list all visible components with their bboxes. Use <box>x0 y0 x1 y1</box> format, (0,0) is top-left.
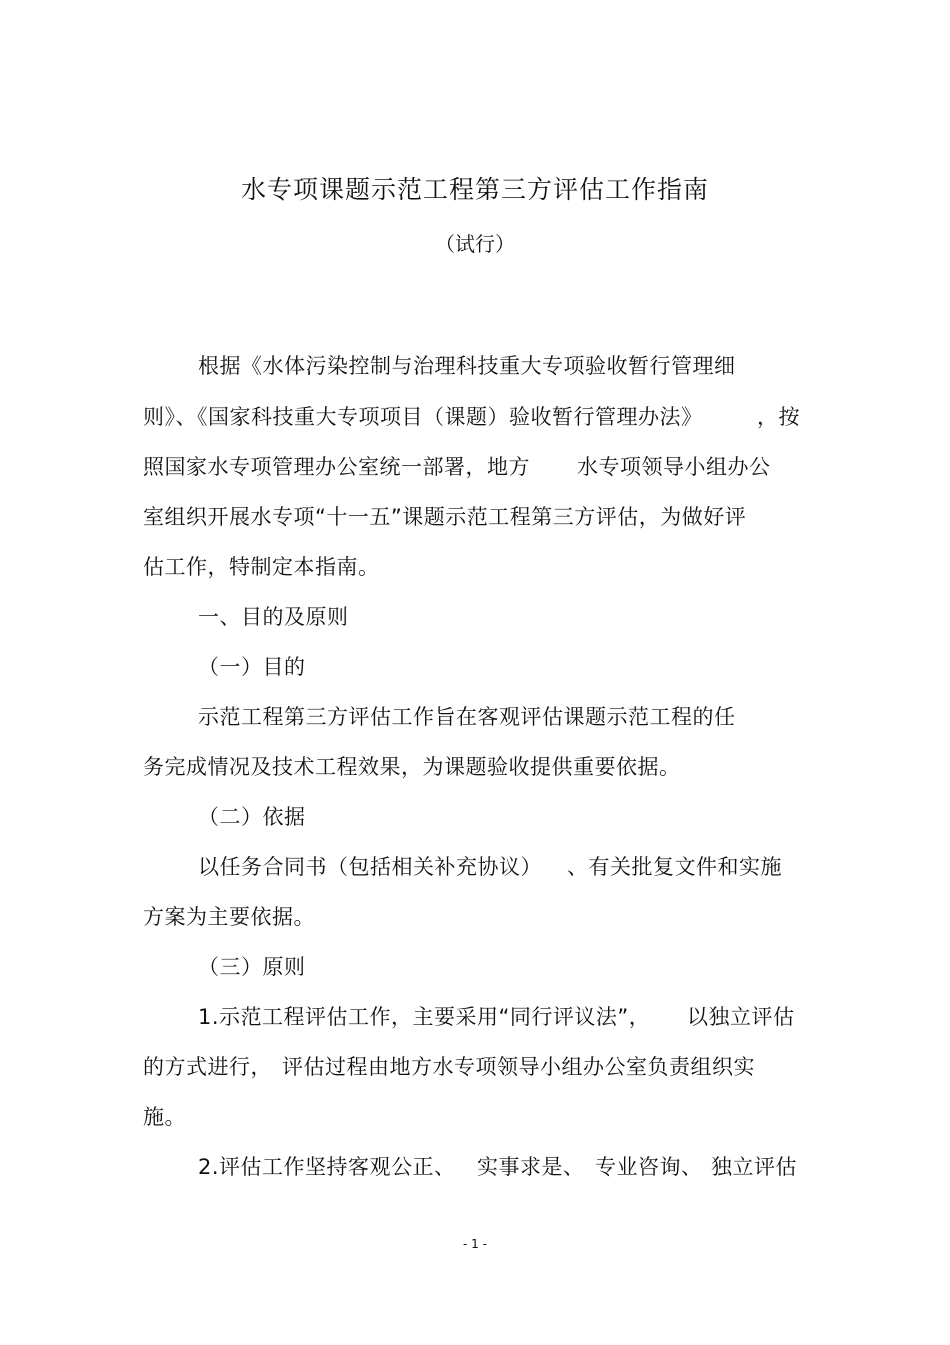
subsection-heading: （一）目的 <box>198 655 306 679</box>
paragraph-line: 以任务合同书（包括相关补充协议） <box>198 855 542 879</box>
paragraph-line: 务完成情况及技术工程效果，为课题验收提供重要依据。 <box>143 755 681 779</box>
paragraph-line: 示范工程第三方评估工作旨在客观评估课题示范工程的任 <box>198 705 736 729</box>
paragraph-line: 的方式进行， <box>143 1055 272 1079</box>
paragraph-line: 独立评估 <box>711 1155 797 1179</box>
paragraph-line: 则》、《国家科技重大专项项目（课题）验收暂行管理办法》 <box>143 405 703 429</box>
paragraph-line: 评估过程由地方水专项领导小组办公室负责组织实 <box>282 1055 755 1079</box>
paragraph-line: 方案为主要依据。 <box>143 905 315 929</box>
document-title: 水专项课题示范工程第三方评估工作指南 <box>240 175 709 204</box>
paragraph-line: 以独立评估 <box>687 1005 795 1029</box>
section-heading: 一、目的及原则 <box>198 605 349 629</box>
paragraph-line: 根据《水体污染控制与治理科技重大专项验收暂行管理细 <box>198 354 736 378</box>
page-number: - 1 - <box>463 1237 487 1251</box>
paragraph-line: 估工作，特制定本指南。 <box>143 555 380 579</box>
subsection-heading: （三）原则 <box>198 955 306 979</box>
paragraph-line: 照国家水专项管理办公室统一部署，地方 <box>143 455 530 479</box>
paragraph-line: 、有关批复文件和实施 <box>567 855 782 879</box>
paragraph-line: 1.示范工程评估工作，主要采用“同行评议法”， <box>198 1005 651 1029</box>
paragraph-line: 施。 <box>143 1105 186 1129</box>
paragraph-line: 室组织开展水专项“十一五”课题示范工程第三方评估，为做好评 <box>143 505 747 529</box>
paragraph-line: 2.评估工作坚持客观公正、 <box>198 1155 456 1179</box>
paragraph-line: 水专项领导小组办公 <box>577 455 771 479</box>
subsection-heading: （二）依据 <box>198 805 306 829</box>
paragraph-line: 实事求是、 <box>477 1155 585 1179</box>
paragraph-line: 专业咨询、 <box>595 1155 703 1179</box>
paragraph-line: ，按 <box>757 405 800 429</box>
document-subtitle: （试行） <box>435 232 515 256</box>
